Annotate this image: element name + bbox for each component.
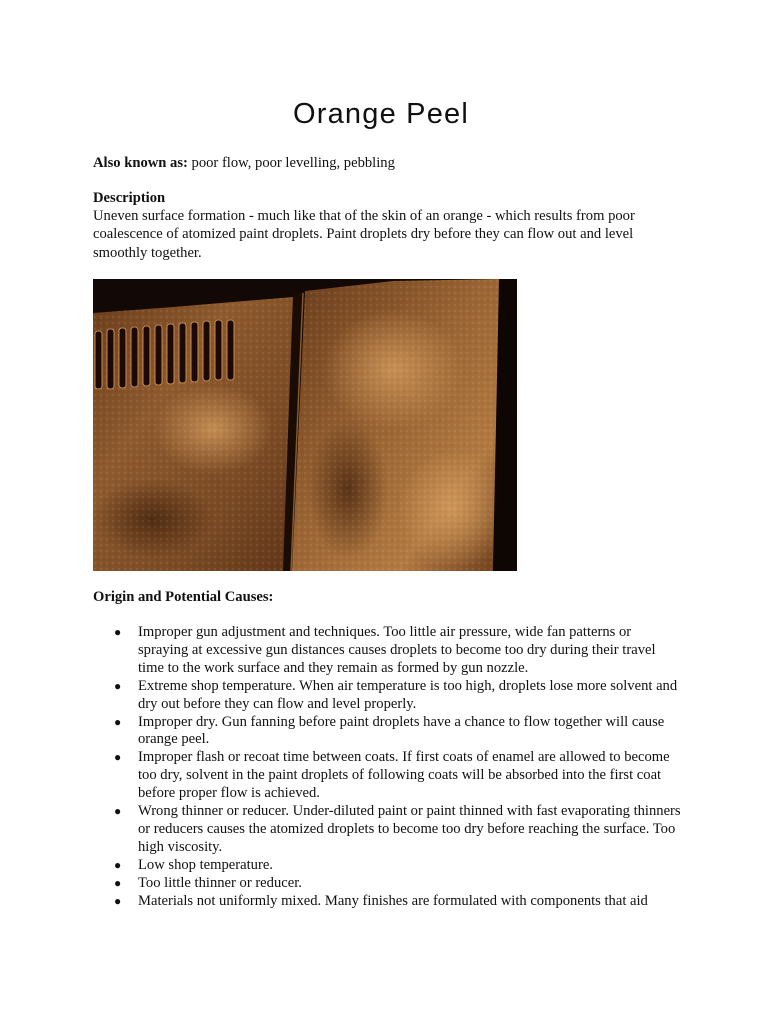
list-item: ● Extreme shop temperature. When air temperature is too high, droplets lose more solvent and dry out before they can flow and level properly. <box>114 677 678 712</box>
also-known-as-label: Also known as: <box>93 155 188 171</box>
list-item: ● Improper dry. Gun fanning before paint droplets have a chance to flow together will cause orange peel. <box>114 713 665 748</box>
also-known-as-value: poor flow, poor levelling, pebbling <box>187 155 395 171</box>
bullet-icon: ● <box>114 750 122 765</box>
causes-heading: Origin and Potential Causes: <box>93 589 274 605</box>
list-item: ● Materials not uniformly mixed. Many finishes are formulated with components that aid <box>114 892 648 909</box>
list-item: ● Low shop temperature. <box>114 856 273 873</box>
page-title: Orange Peel <box>292 98 470 130</box>
orange-peel-photo <box>93 279 517 571</box>
bullet-icon: ● <box>114 875 122 890</box>
bullet-icon: ● <box>114 714 122 729</box>
description-heading: Description <box>93 190 166 206</box>
bullet-icon: ● <box>114 857 122 872</box>
description-body: Uneven surface formation - much like that of the skin of an orange - which results from poor coalescence of atomized paint droplets. Paint droplets dry before they can flow out and level smoothly together. <box>93 208 635 261</box>
bullet-icon: ● <box>114 893 122 908</box>
also-known-as <box>93 154 395 172</box>
bullet-icon: ● <box>114 804 122 819</box>
list-item: ● Wrong thinner or reducer. Under-diluted paint or paint thinned with fast evaporating thinners or reducers causes the atomized droplets to become too dry before reaching the surface. Too high viscosity. <box>114 803 681 855</box>
causes-list <box>93 624 683 911</box>
bullet-icon: ● <box>114 625 122 639</box>
bullet-icon: ● <box>114 678 122 693</box>
list-item: ● Improper flash or recoat time between coats. If first coats of enamel are allowed to become too dry, solvent in the paint droplets of following coats will be absorbed into the first coat before proper flow is achieved. <box>114 749 670 802</box>
list-item: ● Too little thinner or reducer. <box>114 874 302 891</box>
car-hood-image <box>93 279 517 571</box>
list-item: ● Improper gun adjustment and techniques. Too little air pressure, wide fan patterns or spraying at excessive gun distances causes droplets to become too dry during their travel time to the work surface and they remain as formed by gun nozzle. <box>114 624 656 676</box>
